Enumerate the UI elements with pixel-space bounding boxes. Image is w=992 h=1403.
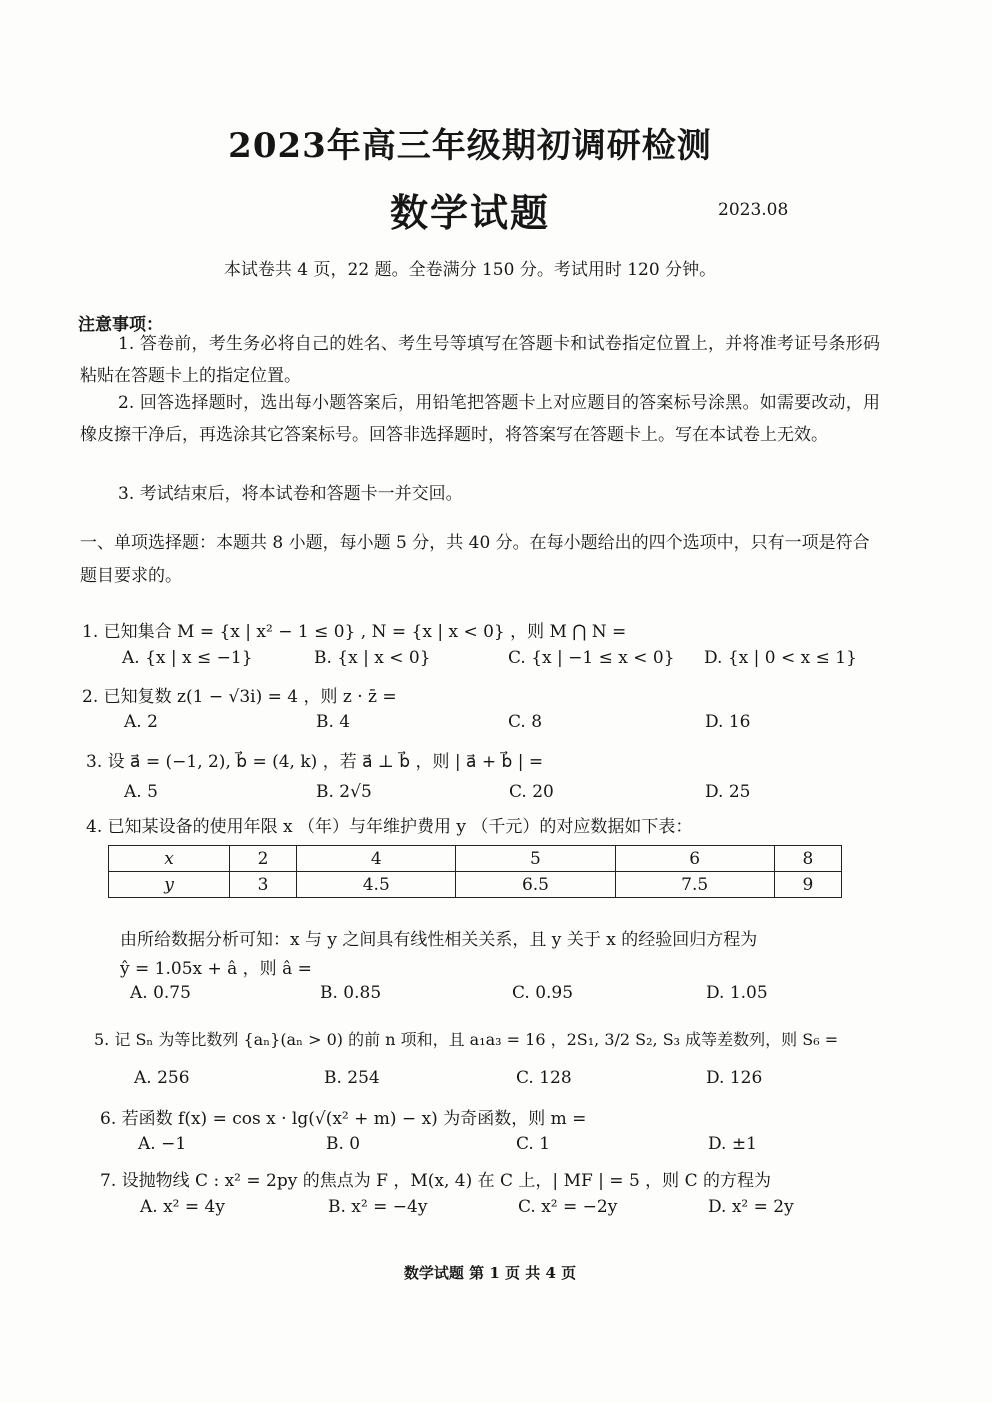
- table-cell: 5: [456, 846, 615, 872]
- table-cell: 6: [615, 846, 774, 872]
- question-7-option-d: D. x² = 2y: [708, 1197, 794, 1217]
- table-cell: 8: [774, 846, 841, 872]
- table-cell: y: [109, 872, 230, 898]
- table-cell: 2: [230, 846, 297, 872]
- data-table: [108, 845, 842, 898]
- question-5-option-c: C. 128: [516, 1068, 572, 1088]
- question-4-continuation-1: 由所给数据分析可知：x 与 y 之间具有线性相关关系，且 y 关于 x 的经验回归方程为: [120, 930, 758, 950]
- exam-subject: 数学试题: [390, 190, 551, 235]
- question-3-stem: 3. 设 a⃗ = (−1, 2), b⃗ = (4, k) ，若 a⃗ ⊥ b⃗ ，则 | a⃗ + b⃗ | =: [86, 752, 544, 772]
- question-1-option-d: D. {x | 0 < x ≤ 1}: [704, 648, 857, 668]
- question-2-option-c: C. 8: [508, 712, 543, 732]
- question-6-stem: 6. 若函数 f(x) = cos x · lg(√(x² + m) − x) 为奇函数，则 m =: [100, 1109, 587, 1129]
- question-2-option-a: A. 2: [124, 712, 158, 732]
- question-3-option-b: B. 2√5: [316, 782, 372, 802]
- table-row-y: [109, 872, 842, 898]
- question-4-option-d: D. 1.05: [706, 983, 768, 1003]
- question-6-option-c: C. 1: [516, 1134, 551, 1154]
- exam-intro: 本试卷共 4 页，22 题。全卷满分 150 分。考试用时 120 分钟。: [223, 260, 717, 280]
- question-1-option-a: A. {x | x ≤ −1}: [122, 648, 253, 668]
- table-cell: 6.5: [456, 872, 615, 898]
- question-7-option-b: B. x² = −4y: [328, 1197, 428, 1217]
- table-row-x: [109, 846, 842, 872]
- question-5-stem: 5. 记 Sₙ 为等比数列 {aₙ}(aₙ > 0) 的前 n 项和，且 a₁a₃ = 16 ，2S₁, 3/2 S₂, S₃ 成等差数列，则 S₆ =: [94, 1030, 839, 1049]
- table-cell: 3: [230, 872, 297, 898]
- question-6-option-b: B. 0: [326, 1134, 361, 1154]
- question-5-option-b: B. 254: [324, 1068, 380, 1088]
- table-cell: 9: [774, 872, 841, 898]
- table-cell: 4: [297, 846, 456, 872]
- question-4-stem: 4. 已知某设备的使用年限 x （年）与年维护费用 y （千元）的对应数据如下表：: [86, 817, 693, 837]
- section-heading: [80, 527, 880, 593]
- table-cell: 4.5: [297, 872, 456, 898]
- notice-heading: 注意事项：: [78, 315, 163, 335]
- notice-item-3: 3. 考试结束后，将本试卷和答题卡一并交回。: [118, 484, 463, 504]
- question-7-stem: 7. 设抛物线 C : x² = 2py 的焦点为 F ，M(x, 4) 在 C 上，| MF | = 5 ，则 C 的方程为: [100, 1171, 771, 1191]
- question-2-option-b: B. 4: [316, 712, 351, 732]
- section-heading-text: 一、单项选择题：本题共 8 小题，每小题 5 分，共 40 分。在每小题给出的四个选项中，只有一项是符合题目要求的。: [80, 533, 870, 586]
- question-7-option-c: C. x² = −2y: [518, 1197, 618, 1217]
- question-1-option-b: B. {x | x < 0}: [314, 648, 431, 668]
- question-5-option-d: D. 126: [706, 1068, 763, 1088]
- question-1-stem: 1. 已知集合 M = {x | x² − 1 ≤ 0} , N = {x | x < 0} ，则 M ⋂ N =: [82, 622, 627, 642]
- question-3-option-d: D. 25: [705, 782, 751, 802]
- question-3-option-a: A. 5: [124, 782, 158, 802]
- notice-item-2: 2. 回答选择题时，选出每小题答案后，用铅笔把答题卡上对应题目的答案标号涂黑。如需要改动，用橡皮擦干净后，再选涂其它答案标号。回答非选择题时，将答案写在答题卡上。写在本试卷上无效。: [80, 393, 880, 445]
- question-4-continuation-2: ŷ = 1.05x + â ，则 â =: [120, 959, 312, 979]
- question-6-option-a: A. −1: [138, 1134, 187, 1154]
- question-4-option-b: B. 0.85: [320, 983, 382, 1003]
- question-3-option-c: C. 20: [509, 782, 554, 802]
- table-cell: x: [109, 846, 230, 872]
- question-5-option-a: A. 256: [134, 1068, 190, 1088]
- question-7-option-a: A. x² = 4y: [140, 1197, 225, 1217]
- notice-item-1: 1. 答卷前，考生务必将自己的姓名、考生号等填写在答题卡和试卷指定位置上，并将准考证号条形码粘贴在答题卡上的指定位置。: [80, 334, 880, 386]
- question-6-option-d: D. ±1: [708, 1134, 757, 1154]
- exam-title: 2023年高三年级期初调研检测: [228, 126, 712, 166]
- question-1-option-c: C. {x | −1 ≤ x < 0}: [508, 648, 675, 668]
- exam-date: 2023.08: [718, 200, 789, 220]
- question-2-stem: 2. 已知复数 z(1 − √3i) = 4 ，则 z · z̄ =: [82, 687, 397, 707]
- question-4-option-c: C. 0.95: [512, 983, 574, 1003]
- table-cell: 7.5: [615, 872, 774, 898]
- page-footer: 数学试题 第 1 页 共 4 页: [403, 1264, 577, 1282]
- question-4-option-a: A. 0.75: [130, 983, 191, 1003]
- question-2-option-d: D. 16: [705, 712, 751, 732]
